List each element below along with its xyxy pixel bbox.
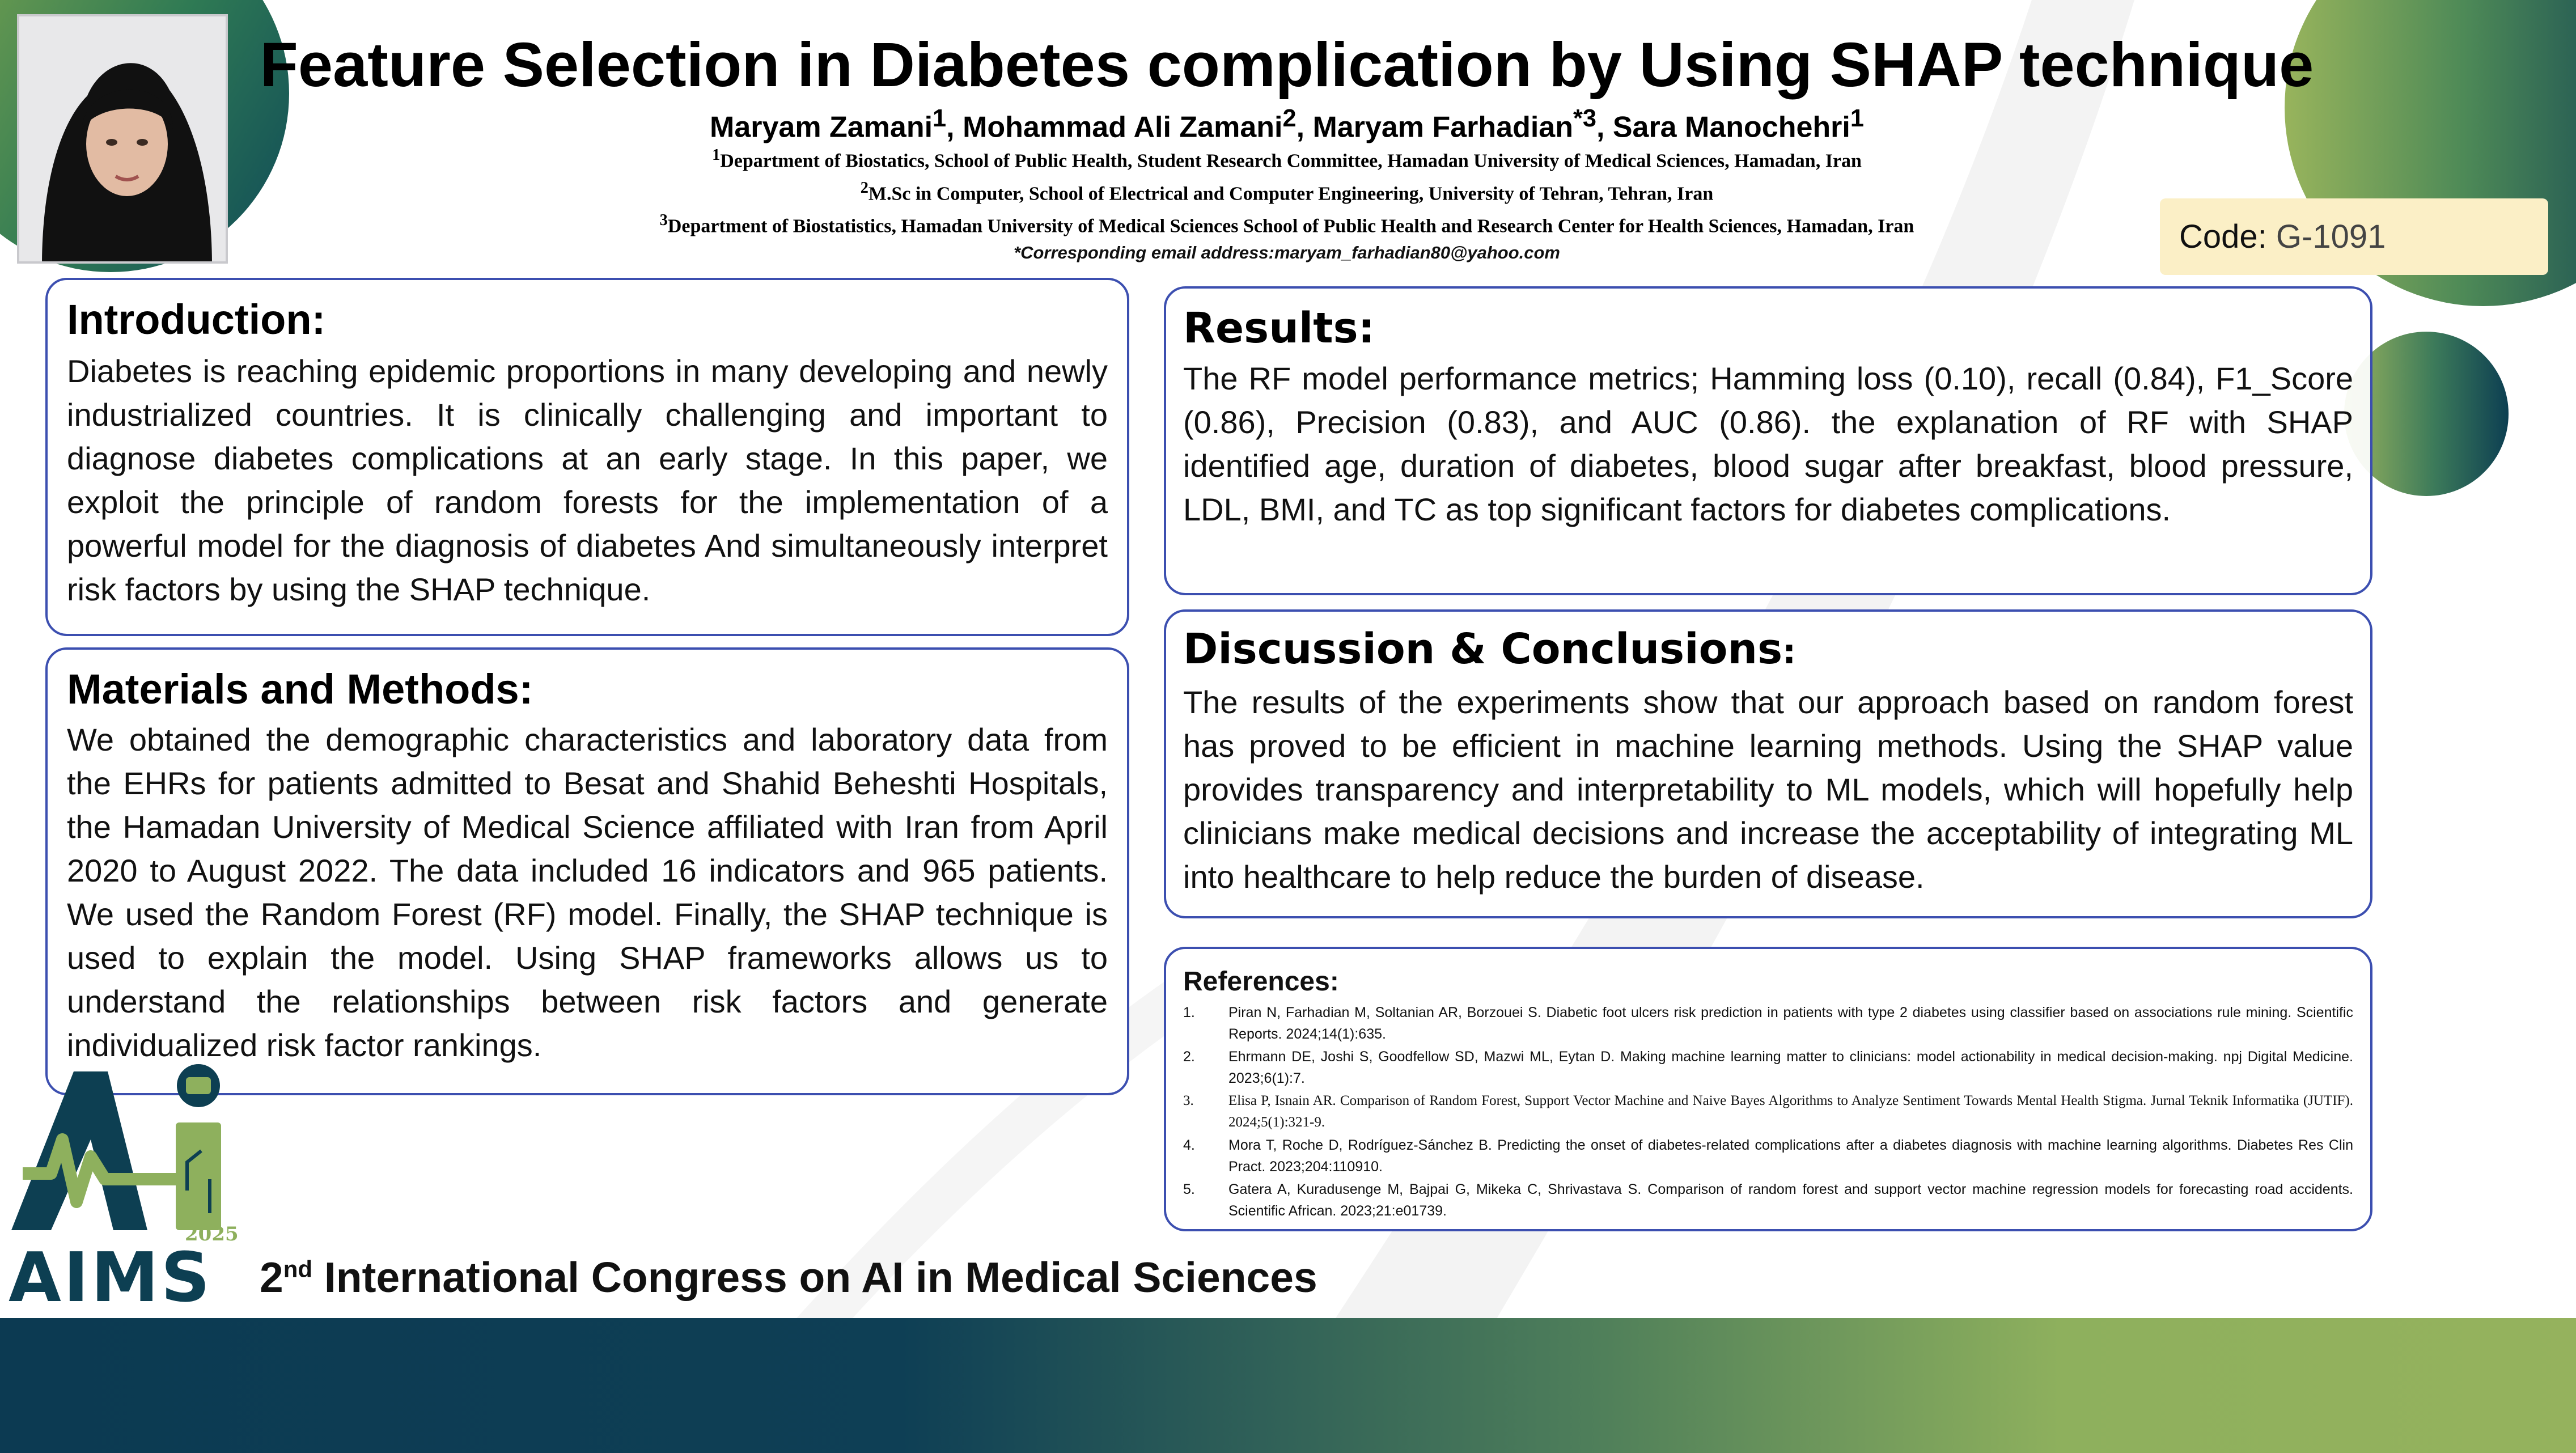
- affiliation-text: Department of Biostatics, School of Public Health, Student Research Committee, Hamadan University of Medical Sciences, Hamadan, Iran: [720, 150, 1862, 172]
- reference-number: 3.: [1183, 1093, 1194, 1108]
- methods-panel: [45, 647, 1129, 1095]
- references-heading: References:: [1183, 967, 1339, 997]
- logo-year: 2025: [185, 1223, 239, 1246]
- author-name: Maryam Zamani: [710, 111, 933, 144]
- reference-number: 2.: [1183, 1049, 1195, 1065]
- reference-item: [1183, 1090, 2353, 1133]
- author-sup: 2: [1282, 105, 1297, 132]
- references-list: [1183, 1002, 2353, 1222]
- code-value: G-1091: [2276, 218, 2386, 255]
- affiliation-1: [238, 146, 2336, 172]
- methods-heading: Materials and Methods:: [67, 666, 533, 713]
- logo-text: AIMS: [9, 1239, 213, 1318]
- affiliation-text: Department of Biostatistics, Hamadan University of Medical Sciences School of Public Health and Research Center for Health Sciences, Hamadan, Iran: [667, 215, 1914, 237]
- corresponding-email: *Corresponding email address:maryam_farhadian80@yahoo.com: [1014, 243, 1560, 262]
- footer-bar: [0, 1318, 2576, 1453]
- author-sup: *3: [1573, 105, 1596, 132]
- introduction-heading: Introduction:: [67, 296, 326, 343]
- affiliation-2: [238, 179, 2336, 205]
- discussion-body: The results of the experiments show that our approach based on random forest has proved to be efficient in machine learning methods. Using the SHAP value provides transparency and interpretability to ML models, which will hopefully help clinicians make medical decisions and increase the acceptability of integrating ML into healthcare to help reduce the burden of disease.: [1183, 684, 2353, 895]
- congress-ordinal: 2: [260, 1253, 283, 1301]
- reference-text: Ehrmann DE, Joshi S, Goodfellow SD, Mazwi ML, Eytan D. Making machine learning matter to clinicians: model actionability in medical decision-making. npj Digital Medicine. 2023;6(1):7.: [1228, 1049, 2353, 1086]
- affiliation-sup: 2: [860, 179, 868, 197]
- affiliation-sup: 1: [712, 146, 721, 164]
- congress-name: International Congress on AI in Medical Sciences: [312, 1253, 1317, 1301]
- reference-number: 5.: [1183, 1181, 1195, 1197]
- introduction-panel: [45, 278, 1129, 636]
- author-sup: 1: [933, 105, 947, 132]
- author-name: Mohammad Ali Zamani: [963, 111, 1283, 144]
- discussion-heading: [1183, 625, 2353, 676]
- results-heading: Results:: [1183, 304, 1375, 353]
- reference-text: Mora T, Roche D, Rodríguez-Sánchez B. Predicting the onset of diabetes-related complications after a diabetes diagnosis with machine learning algorithms. Diabetes Res Clin Pract. 2023;204:110910.: [1228, 1137, 2353, 1175]
- code-badge: [2160, 198, 2548, 275]
- discussion-heading-text: Discussion & Conclusions: [1183, 625, 1783, 673]
- author-name: Sara Manochehri: [1612, 111, 1850, 144]
- methods-body: We obtained the demographic characteristics and laboratory data from the EHRs for patients admitted to Besat and Shahid Beheshti Hospitals, the Hamadan University of Medical Science affiliated with Iran from April 2020 to August 2022. The data included 16 indicators and 965 patients. We used the Random Forest (RF) model. Finally, the SHAP technique is used to explain the model. Using SHAP frameworks allows us to understand the relationships between risk factors and generate individualized risk factor rankings.: [67, 722, 1108, 1063]
- author-name: Maryam Farhadian: [1312, 111, 1573, 144]
- reference-item: [1183, 1179, 2353, 1222]
- results-body: The RF model performance metrics; Hamming loss (0.10), recall (0.84), F1_Score (0.86), Precision (0.83), and AUC (0.86). the explanation of RF with SHAP identified age, duration of diabetes, blood sugar after breakfast, blood pressure, LDL, BMI, and TC as top significant factors for diabetes complications.: [1183, 361, 2353, 527]
- reference-text: Piran N, Farhadian M, Soltanian AR, Borzouei S. Diabetic foot ulcers risk prediction in patients with type 2 diabetes using classifier based on associations rule mining. Scientific Reports. 2024;14(1):635.: [1228, 1005, 2353, 1042]
- discussion-panel: [1164, 609, 2372, 918]
- affiliation-sup: 3: [659, 211, 668, 229]
- reference-item: [1183, 1046, 2353, 1089]
- reference-text: Elisa P, Isnain AR. Comparison of Random Forest, Support Vector Machine and Naive Bayes Algorithms to Analyze Sentiment Towards Mental Health Stigma. Jurnal Teknik Informatika (JUTIF). 2024;5(1):321-9.: [1228, 1093, 2353, 1130]
- references-panel: [1164, 947, 2372, 1231]
- reference-item: [1183, 1134, 2353, 1177]
- affiliation-text: M.Sc in Computer, School of Electrical and Computer Engineering, University of Tehran, Tehran, Iran: [868, 183, 1714, 205]
- affiliation-3: [238, 211, 2336, 237]
- congress-ordinal-suffix: nd: [283, 1256, 313, 1282]
- results-panel: [1164, 286, 2372, 595]
- author-sup: 1: [1850, 105, 1864, 132]
- introduction-body: Diabetes is reaching epidemic proportions in many developing and newly industrialized countries. It is clinically challenging and important to diagnose diabetes complications at an early stage. In this paper, we exploit the principle of random forests for the implementation of a powerful model for the diagnosis of diabetes And simultaneously interpret risk factors by using the SHAP technique.: [67, 353, 1108, 607]
- reference-item: [1183, 1002, 2353, 1045]
- aims-logo-icon: [6, 1060, 244, 1247]
- code-label: Code:: [2179, 218, 2276, 255]
- reference-number: 4.: [1183, 1137, 1195, 1153]
- congress-title: [260, 1253, 1317, 1302]
- author-list: Maryam Zamani$^1$, Mohammad Ali Zamani$^2$, Maryam Farhadian$^{*3}$, Sara Manochehri$^1$: [710, 105, 1864, 144]
- reference-text: Gatera A, Kuradusenge M, Bajpai G, Mikeka C, Shrivastava S. Comparison of random forest and support vector machine regression models for forecasting road accidents. Scientific African. 2023;21:e01739.: [1228, 1181, 2353, 1219]
- reference-number: 1.: [1183, 1005, 1195, 1020]
- author-photo: [17, 14, 228, 264]
- poster-title: Feature Selection in Diabetes complication by Using SHAP technique: [260, 30, 2314, 100]
- discussion-heading-colon: :: [1782, 632, 1797, 672]
